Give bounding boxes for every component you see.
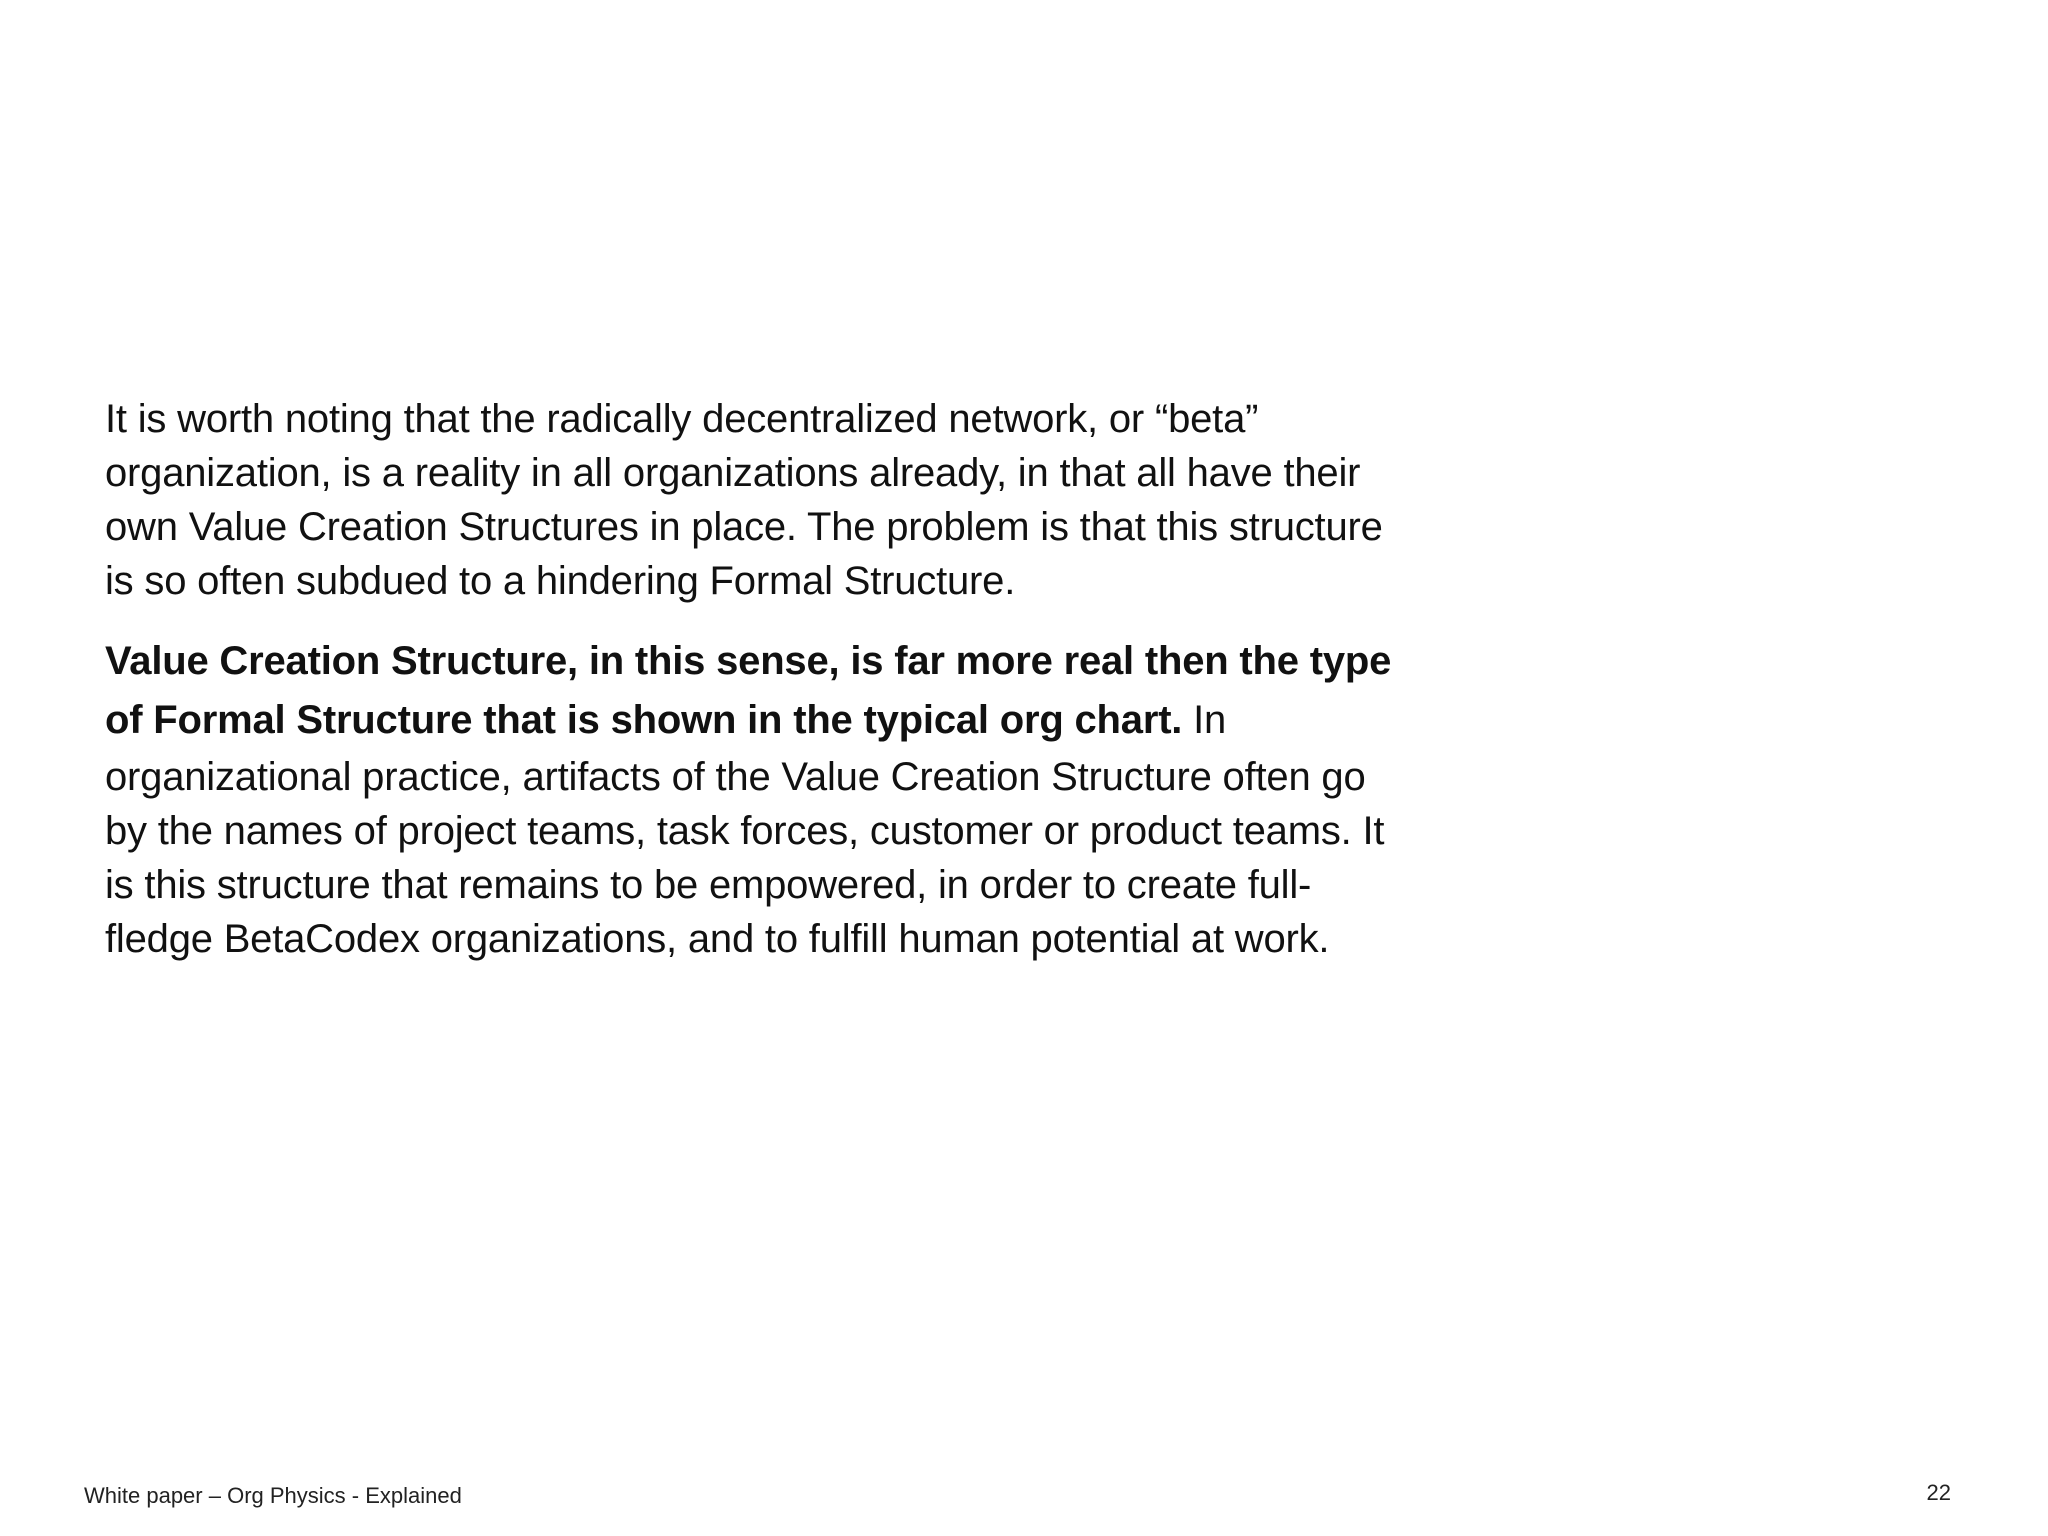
footer-page-number: 22 — [1926, 1480, 1951, 1505]
footer-document-title: White paper – Org Physics - Explained — [84, 1483, 462, 1508]
paragraph-intro: It is worth noting that the radically decentralized network, or “beta” organization, is a reality in all organizations already, in that all have their own Value Creation Structures in place. The problem is that this structure is so often subdued to a hindering Formal Structure. — [105, 397, 1383, 603]
paragraph-continuation: In organizational practice, artifacts of the Value Creation Structure often go by the names of project teams, task forces, customer or product teams. It is this structure that remains to be empowered, in order to create full-fledge BetaCodex organizations, and to fulfill human potential at work. — [105, 698, 1385, 961]
main-content — [105, 392, 1405, 966]
paragraph-emphasis: Value Creation Structure, in this sense, is far more real then the type of Formal Structure that is shown in the typical org chart. — [105, 639, 1392, 742]
paragraph-value-creation — [105, 632, 1405, 966]
